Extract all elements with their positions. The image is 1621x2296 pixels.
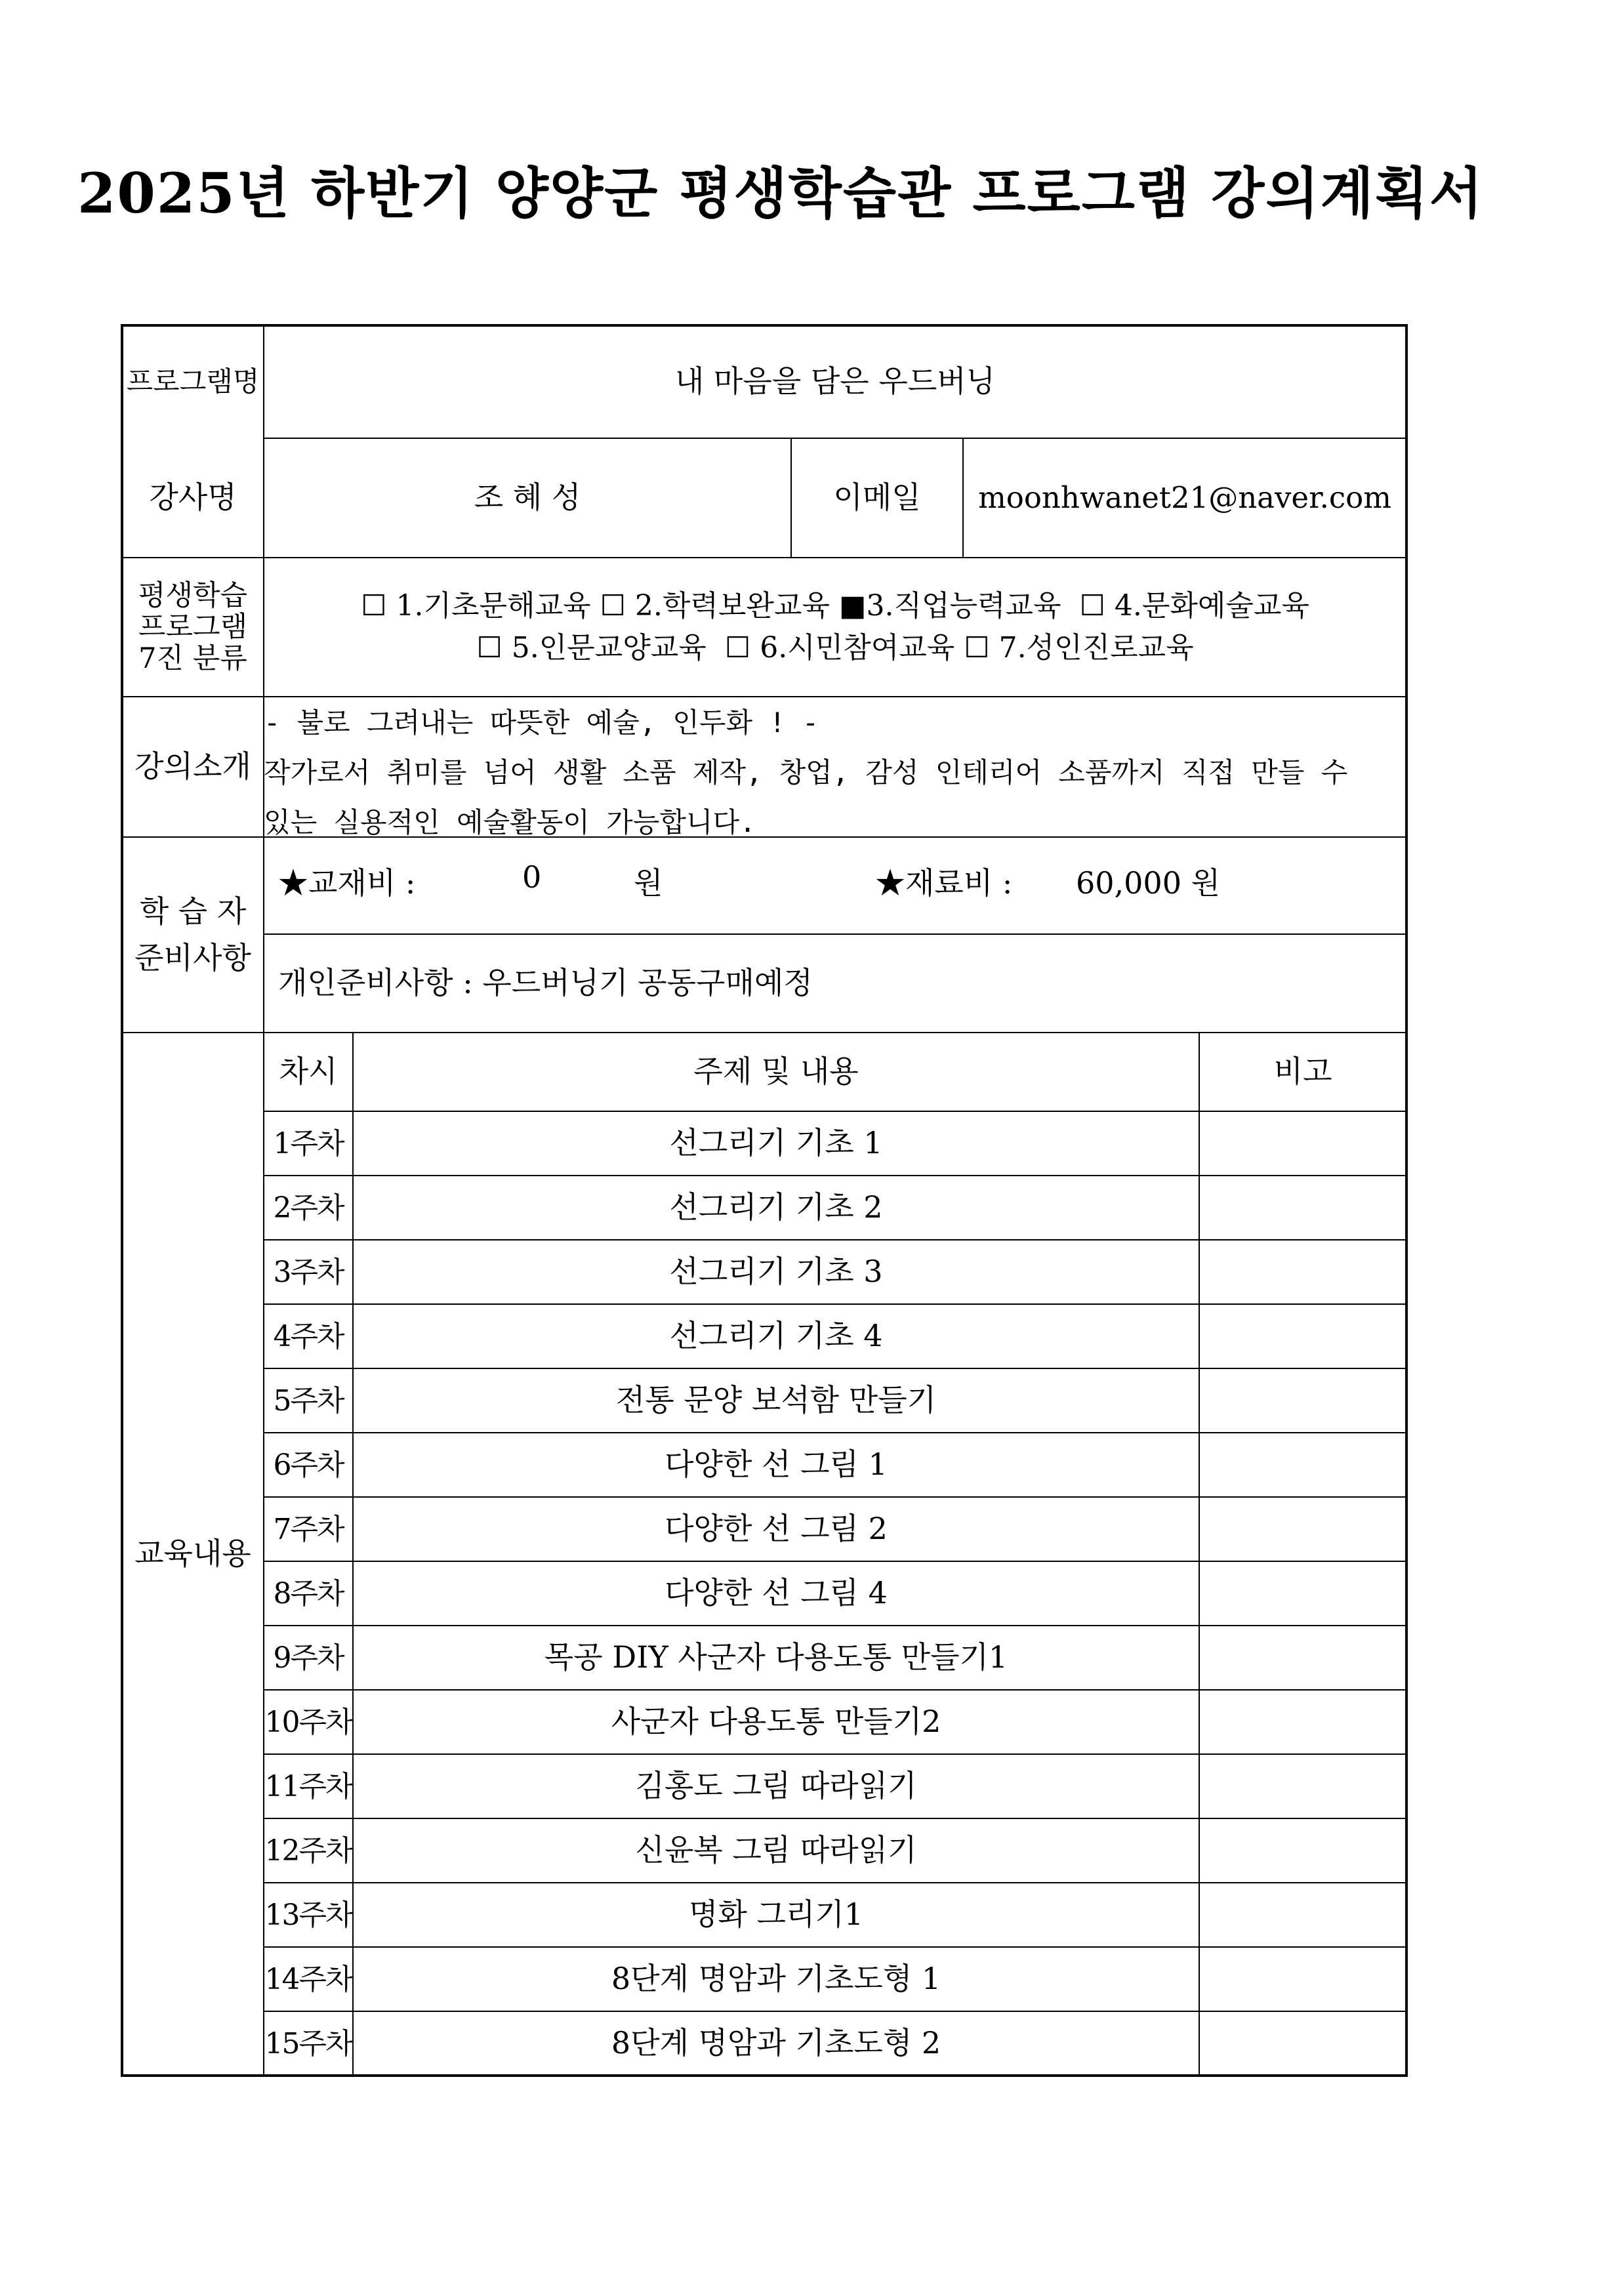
topic-cell: 다양한 선 그림 2 bbox=[665, 1511, 888, 1547]
topic-cell: 8단계 명암과 기초도형 1 bbox=[611, 1961, 941, 1997]
topic-cell: 선그리기 기초 1 bbox=[669, 1125, 883, 1161]
program-name-value: 내 마음을 담은 우드버닝 bbox=[674, 363, 996, 400]
instructor-label: 강사명 bbox=[149, 480, 237, 516]
textbook-fee-amount: 0 bbox=[522, 859, 542, 895]
header-note: 비고 bbox=[1273, 1054, 1332, 1090]
note-cell bbox=[1199, 1176, 1406, 1240]
week-cell: 5주차 bbox=[273, 1384, 344, 1418]
week-cell: 6주차 bbox=[273, 1448, 344, 1482]
intro-line: - 불로 그려내는 따뜻한 예술, 인두화 ! - bbox=[264, 707, 819, 739]
textbook-fee-unit: 원 bbox=[634, 865, 663, 901]
week-cell: 14주차 bbox=[264, 1962, 352, 1996]
intro-line: 작가로서 취미를 넘어 생활 소품 제작, 창업, 감성 인테리어 소품까지 직접 만들 수 bbox=[264, 756, 1348, 789]
material-fee-label: ★재료비 : bbox=[875, 865, 1013, 901]
category-label-line: 7진 분류 bbox=[138, 642, 247, 676]
week-cell: 9주차 bbox=[273, 1641, 344, 1675]
note-cell bbox=[1199, 2011, 1406, 2076]
week-cell: 8주차 bbox=[273, 1576, 344, 1610]
intro-label: 강의소개 bbox=[134, 748, 251, 785]
intro-text bbox=[264, 698, 1405, 848]
category-options-line-1: ☐ 1.기초문해교육 ☐ 2.학력보완교육 ■3.직업능력교육 ☐ 4.문화예술교육 bbox=[361, 589, 1309, 623]
category-label-line: 프로그램 bbox=[138, 610, 248, 644]
week-cell: 10주차 bbox=[264, 1705, 352, 1739]
header-topic: 주제 및 내용 bbox=[693, 1054, 859, 1090]
topic-cell: 사군자 다용도통 만들기2 bbox=[611, 1704, 941, 1740]
week-cell: 13주차 bbox=[264, 1898, 352, 1932]
note-cell bbox=[1199, 1111, 1406, 1176]
week-cell: 11주차 bbox=[264, 1769, 352, 1803]
note-cell bbox=[1199, 1561, 1406, 1626]
email-value: moonhwanet21@naver.com bbox=[978, 480, 1391, 515]
note-cell bbox=[1199, 1497, 1406, 1561]
week-cell: 1주차 bbox=[273, 1126, 344, 1160]
note-cell bbox=[1199, 1754, 1406, 1818]
note-cell bbox=[1199, 1947, 1406, 2011]
note-cell bbox=[1199, 1304, 1406, 1368]
personal-prep: 개인준비사항 : 우드버닝기 공동구매예정 bbox=[278, 965, 813, 1001]
textbook-fee-label: ★교재비 : bbox=[278, 865, 416, 901]
week-cell: 4주차 bbox=[273, 1319, 344, 1353]
topic-cell: 신윤복 그림 따라읽기 bbox=[635, 1832, 917, 1868]
category-options-line-2: ☐ 5.인문교양교육 ☐ 6.시민참여교육 ☐ 7.성인진로교육 bbox=[476, 631, 1194, 665]
week-cell: 12주차 bbox=[264, 1834, 352, 1868]
email-label: 이메일 bbox=[833, 480, 921, 516]
week-cell: 15주차 bbox=[264, 2026, 352, 2060]
topic-cell: 8단계 명암과 기초도형 2 bbox=[611, 2025, 941, 2061]
program-name-label: 프로그램명 bbox=[126, 365, 260, 398]
category-label-line: 평생학습 bbox=[138, 579, 248, 612]
category-options bbox=[264, 558, 1406, 697]
topic-cell: 다양한 선 그림 4 bbox=[665, 1575, 888, 1611]
instructor-name: 조 혜 성 bbox=[474, 480, 581, 516]
week-cell: 2주차 bbox=[273, 1191, 344, 1225]
week-cell: 3주차 bbox=[273, 1255, 344, 1289]
note-cell bbox=[1199, 1368, 1406, 1433]
topic-cell: 선그리기 기초 2 bbox=[669, 1189, 883, 1225]
topic-cell: 전통 문양 보석함 만들기 bbox=[615, 1382, 937, 1418]
prep-label-line: 학 습 자 bbox=[139, 893, 247, 929]
material-fee-amount: 60,000 원 bbox=[1076, 865, 1221, 901]
prep-label bbox=[122, 837, 264, 1033]
topic-cell: 목공 DIY 사군자 다용도통 만들기1 bbox=[544, 1639, 1008, 1675]
week-cell: 7주차 bbox=[273, 1512, 344, 1546]
header-session: 차시 bbox=[279, 1054, 338, 1090]
topic-cell: 선그리기 기초 4 bbox=[669, 1318, 883, 1354]
topic-cell: 김홍도 그림 따라읽기 bbox=[635, 1768, 917, 1804]
category-label bbox=[122, 558, 264, 697]
page-title: 2025년 하반기 양양군 평생학습관 프로그램 강의계획서 bbox=[77, 161, 1485, 226]
note-cell bbox=[1199, 1626, 1406, 1690]
note-cell bbox=[1199, 1690, 1406, 1754]
intro-line: 있는 실용적인 예술활동이 가능합니다. bbox=[264, 806, 756, 838]
prep-label-line: 준비사항 bbox=[134, 940, 251, 975]
curriculum-label: 교육내용 bbox=[134, 1536, 251, 1572]
note-cell bbox=[1199, 1883, 1406, 1947]
topic-cell: 명화 그리기1 bbox=[688, 1896, 864, 1933]
note-cell bbox=[1199, 1240, 1406, 1304]
topic-cell: 다양한 선 그림 1 bbox=[665, 1446, 888, 1483]
topic-cell: 선그리기 기초 3 bbox=[669, 1254, 883, 1290]
note-cell bbox=[1199, 1433, 1406, 1497]
note-cell bbox=[1199, 1818, 1406, 1883]
